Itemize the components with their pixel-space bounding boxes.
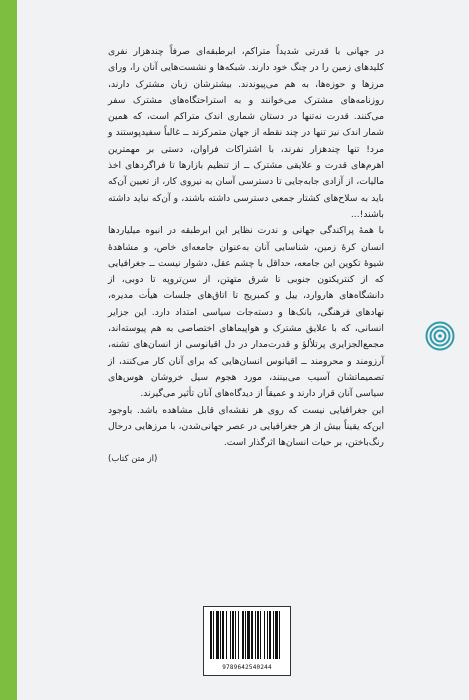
blurb-source: (از متن کتاب)	[108, 454, 158, 465]
blurb-text	[108, 44, 384, 468]
publisher-logo-icon	[425, 321, 455, 351]
isbn-number: 9789642540244	[222, 664, 272, 671]
barcode-icon	[208, 611, 286, 661]
barcode	[203, 606, 291, 676]
blurb-paragraph: با همهٔ پراکندگی جهانی و ندرت نظایر این ابرطبقه در انبوه میلیاردها انسان کرهٔ زمین، شناسایی آنان به‌عنوان جامعه‌ای خاص، و مشاهدهٔ شیوهٔ تکوین این جامعه، حداقل با چشم عقل، دشوار نیست ــ جغرافیایی که از کنتریکتون جنوبی تا شرق متهتن، از سن‌تروپه تا دوبی، از دانشگاه‌های هاروارد، ییل و کمبریج تا اتاق‌های جلسات هیأت مدیره، نهادهای فرهنگی، بانک‌ها و دسته‌جات سیاسی امتداد دارد. این جزایر انسانی، که با علایق مشترک و هواپیماهای اختصاصی به هم پیوسته‌اند، مجمع‌الجزایری پرتلألؤ و قدرت‌مدار در دل اقیانوسی از انسان‌های تشنه، آرزومند و محرومند ــ اقیانوس انسان‌هایی که برای آنان کار می‌کنند، از تصمیماتشان آسیب می‌بینند، مورد هجوم سیل خروشان هوس‌های سیاسی آنان قرار دارند و عمیقاً از دیدگاه‌های آنان تأثیر می‌گیرند.	[108, 225, 384, 400]
blurb-paragraph: این جغرافیایی نیست که روی هر نقشه‌ای قابل مشاهده باشد. باوجود این‌که یقیناً بیش از هر جغرافیایی در عصر جهانی‌شدن، با مرزهایی درحال رنگ‌باختن، بر حیات انسان‌ها اثرگذار است.	[108, 404, 384, 449]
green-edge-strip	[0, 0, 17, 700]
blurb-paragraph: در جهانی با قدرتی شدیداً متراکم، ابرطبقه‌ای صرفاً چندهزار نفری کلیدهای زمین را در چنگ خود دارند. شبکه‌ها و نشست‌هایی آنان را، ورای مرزها و حوزه‌ها، به هم می‌پیوندند. بیشترشان زبان مشترک دارند، روزنامه‌های مشترک می‌خوانند و به استراحتگاه‌های مشترک سفر می‌کنند. قدرت نه‌تنها در دستان شماری اندک متراکم است، که همین شمار اندک نیز تنها در چند نقطه از جهان متمرکزند ــ غالباً سفیدپوستند و مرد! تنها چندهزار نفرند، با اشتراکات فراوان، دستی بر مهمترین اهرم‌های قدرت و علایقی مشترک ــ از تنظیم بازارها تا فراگردهای اخذ مالیات، از آزادی جابه‌جایی تا دسترسی آسان به نیروی کار، از تعیین آن‌که باید به سلاح‌های کشتار جمعی دسترسی داشته باشند، و آن‌که نباید داشته باشند!...	[108, 46, 384, 220]
